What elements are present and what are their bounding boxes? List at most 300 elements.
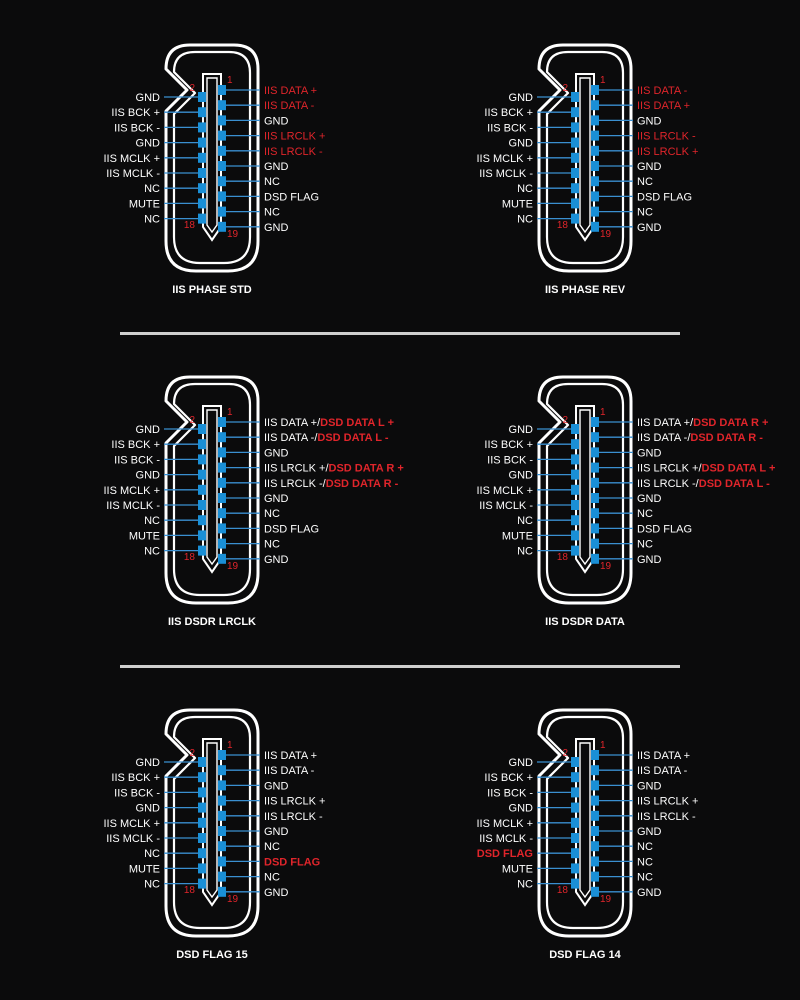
pin-label-right [637,780,662,792]
pin-carrier-inner [580,78,590,232]
pin-label-left: IIS MCLK - [106,500,160,512]
pin-contact [218,176,226,186]
signal-label: GND [637,115,662,128]
pin-label-right [637,826,662,838]
signal-label: GND [264,826,289,838]
pin-contact [218,100,226,110]
pin-label-left: NC [517,183,533,196]
pin-label-left: IIS BCK - [487,122,533,135]
pin-contact [591,811,599,821]
pin-contact [218,539,226,549]
pin-label-left: GND [135,424,160,436]
pin-label-right [637,493,662,505]
pin-contact [218,493,226,503]
pin-label-left: IIS MCLK + [103,152,160,165]
signal-label: GND [264,115,289,128]
pin-label-right [264,826,289,838]
pin-label-left: MUTE [128,198,160,211]
pin-contact [198,863,206,873]
pin-contact [218,463,226,473]
pinout-block-2 [476,45,698,296]
pin-label-left: IIS MCLK - [479,168,533,180]
pin-contact [571,183,579,193]
signal-label: DSD FLAG [637,523,693,536]
signal-label: GND [264,886,289,899]
pin-label-left: NC [144,183,160,196]
pin-label-right [637,100,690,112]
pin-contact [198,107,206,117]
pin-contact [571,485,579,495]
pin-contact [218,750,226,760]
pin-contact [591,222,599,232]
pin-label-right [264,131,325,143]
pin-number-top-right: 1 [600,75,606,86]
pin-label-left: IIS BCK - [487,787,533,800]
signal-label: NC [637,206,653,219]
pin-number-bottom-left: 18 [183,220,195,231]
diagram-title: IIS PHASE STD [172,284,252,296]
pin-contact [591,417,599,427]
highlighted-signal-label: IIS LRCLK - [264,145,323,158]
pin-label-left: NC [517,878,533,891]
pin-contact [198,848,206,858]
highlighted-signal-label: IIS DATA + [637,100,691,113]
pin-contact [591,432,599,442]
signal-label: IIS DATA + [637,750,691,762]
pin-label-right [637,207,653,219]
signal-label: NC [637,871,653,884]
pin-contact [218,841,226,851]
signal-label: IIS LRCLK + [637,795,699,808]
pin-number-bottom-left: 18 [183,885,195,896]
pin-label-left: NC [144,213,160,226]
pin-contact [591,463,599,473]
signal-label: NC [264,206,280,219]
pinout-block-3 [103,377,403,628]
pin-number-bottom-right: 19 [600,561,612,572]
pin-contact [591,780,599,790]
pin-number-bottom-left: 18 [556,885,568,896]
signal-label: GND [637,161,662,173]
pin-carrier-inner [207,410,217,564]
pin-label-right [264,508,280,520]
highlighted-signal-label: IIS LRCLK - [637,130,696,143]
pin-label-left: MUTE [501,863,533,876]
pin-contact [198,833,206,843]
signal-label: NC [264,841,280,854]
signal-label: IIS LRCLK +/ [264,462,329,475]
pin-label-right [264,750,317,762]
pin-contact [571,757,579,767]
section-divider-1 [120,332,680,335]
pin-contact [591,85,599,95]
pinout-block-6 [476,710,698,961]
pin-contact [218,478,226,488]
pinout-block-1 [103,45,325,296]
pin-label-left: NC [517,545,533,558]
pin-label-left: GND [135,757,160,769]
pin-number-bottom-right: 19 [600,894,612,905]
pin-contact [591,765,599,775]
pin-label-right [264,539,280,551]
pin-contact [591,447,599,457]
pin-contact [591,750,599,760]
pin-contact [591,207,599,217]
pin-contact [571,214,579,224]
signal-label: NC [637,841,653,854]
pin-contact [591,872,599,882]
pin-contact [218,765,226,775]
highlighted-signal-label: IIS LRCLK + [637,145,699,158]
signal-label: NC [264,871,280,884]
pin-label-left: IIS BCK - [114,454,160,467]
pin-label-right [264,765,315,777]
signal-label: GND [637,826,662,838]
pin-label-left: IIS MCLK + [103,484,160,497]
signal-label: IIS LRCLK - [637,810,696,823]
pin-contact [218,887,226,897]
signal-label: GND [637,886,662,899]
pin-label-right [264,811,323,823]
pin-label-right [264,463,404,475]
pin-label-right [264,493,289,505]
pin-label-right [637,872,653,884]
pin-contact [591,161,599,171]
pin-label-right [637,523,692,535]
pin-contact [591,508,599,518]
pin-contact [198,439,206,449]
pin-label-right [637,887,662,899]
pinout-block-5 [103,710,325,961]
pin-contact [198,454,206,464]
pin-contact [198,757,206,767]
pin-label-right [264,856,320,868]
pin-label-right [264,176,280,188]
pin-label-left: IIS BCK - [114,122,160,135]
pin-contact [198,198,206,208]
signal-label: GND [637,447,662,460]
pin-label-right [264,447,289,459]
pin-contact [218,554,226,564]
pin-contact [198,787,206,797]
pin-label-right [264,780,289,792]
highlighted-signal-label: DSD DATA R - [325,477,399,490]
pin-label-left: IIS MCLK - [479,833,533,845]
pin-contact [198,168,206,178]
pin-label-right [637,856,653,868]
pin-label-left: MUTE [501,198,533,211]
pin-contact [198,153,206,163]
pin-label-left: IIS BCK - [114,787,160,800]
pin-label-right [637,131,696,143]
pin-contact [591,826,599,836]
pin-label-left: IIS BCK + [484,107,533,120]
pin-label-right [637,447,662,459]
pin-label-left: IIS MCLK + [476,152,533,165]
highlighted-signal-label: DSD DATA R - [690,432,763,445]
pin-label-left: GND [508,757,533,769]
signal-label: DSD FLAG [264,523,320,536]
pin-contact [198,470,206,480]
pin-label-right [264,100,315,112]
highlighted-signal-label: DSD DATA L + [701,462,776,475]
pin-label-right [264,146,323,158]
pin-label-right [264,872,280,884]
pin-label-right [264,796,325,808]
diagram-title: IIS DSDR DATA [545,616,625,628]
pin-label-left: IIS BCK - [487,454,533,467]
signal-label: IIS DATA + [264,750,318,762]
pin-label-left: NC [144,515,160,528]
signal-label: IIS DATA - [264,765,315,778]
pin-label-left: MUTE [128,530,160,543]
pin-contact [591,176,599,186]
pin-label-right [637,841,653,853]
pin-label-right [264,85,317,97]
highlighted-signal-label: IIS LRCLK + [264,130,326,143]
pin-contact [571,500,579,510]
pin-number-top-right: 1 [227,75,233,86]
pin-contact [218,826,226,836]
pin-label-right [637,539,653,551]
highlighted-signal-label: IIS DATA - [637,85,688,97]
highlighted-signal-label: DSD DATA R + [693,417,769,429]
pin-label-left: NC [144,848,160,861]
pin-label-right [637,554,662,566]
pin-contact [591,856,599,866]
signal-label: IIS LRCLK + [264,795,326,808]
pin-label-right [637,432,763,444]
pin-contact [591,191,599,201]
diagram-title: DSD FLAG 15 [176,949,248,961]
pin-label-right [637,115,662,127]
highlighted-signal-label: DSD DATA L + [320,417,394,429]
pin-contact [198,485,206,495]
pin-contact [198,515,206,525]
highlighted-signal-label: DSD DATA L - [317,432,389,445]
pin-label-left: IIS BCK + [111,107,160,120]
pin-label-left: IIS BCK + [484,772,533,785]
pin-contact [571,530,579,540]
pin-contact [218,222,226,232]
pin-label-left: DSD FLAG [476,848,533,861]
diagram-title: IIS DSDR LRCLK [168,616,256,628]
pin-contact [198,818,206,828]
pin-label-left: GND [135,137,160,150]
signal-label: NC [637,856,653,869]
pin-contact [571,424,579,434]
pin-contact [218,191,226,201]
pin-label-left: GND [135,802,160,815]
highlighted-signal-label: IIS DATA + [264,85,318,97]
pinout-block-4 [476,377,775,628]
pin-label-right [264,207,280,219]
pin-number-top-right: 1 [600,740,606,751]
pin-label-right [637,811,696,823]
signal-label: GND [637,553,662,566]
pin-label-left: MUTE [501,530,533,543]
pin-label-left: NC [144,545,160,558]
pin-label-right [637,146,698,158]
pin-label-left: NC [517,515,533,528]
pin-label-left: GND [508,469,533,482]
pin-contact [218,508,226,518]
pin-contact [198,138,206,148]
pin-contact [571,138,579,148]
pin-label-right [637,796,698,808]
signal-label: IIS DATA -/ [264,432,318,445]
pin-label-right [637,765,688,777]
pin-contact [218,447,226,457]
pin-label-right [637,222,662,234]
pin-contact [198,546,206,556]
pin-contact [218,780,226,790]
pin-contact [571,818,579,828]
pin-label-left: IIS BCK + [111,439,160,452]
highlighted-signal-label: DSD DATA R + [328,462,404,475]
pin-contact [218,85,226,95]
signal-label: GND [264,161,289,173]
pin-label-right [264,161,289,173]
pin-contact [571,772,579,782]
pin-contact [198,500,206,510]
pin-contact [571,439,579,449]
signal-label: NC [264,508,280,521]
pin-contact [591,841,599,851]
pin-contact [198,803,206,813]
pin-number-bottom-left: 18 [556,220,568,231]
pin-label-left: IIS BCK + [484,439,533,452]
pin-contact [571,546,579,556]
pin-contact [571,879,579,889]
diagram-title: IIS PHASE REV [544,284,626,296]
pin-contact [218,161,226,171]
pin-number-top-left: 2 [562,83,568,94]
signal-label: DSD FLAG [264,191,320,204]
signal-label: IIS LRCLK -/ [637,477,699,490]
pin-contact [571,515,579,525]
pin-label-right [637,176,653,188]
pin-label-left: IIS MCLK + [103,817,160,830]
pin-label-right [264,523,319,535]
pin-number-bottom-right: 19 [227,561,239,572]
pin-label-left: IIS BCK + [111,772,160,785]
signal-label: NC [637,538,653,551]
signal-label: GND [264,493,289,505]
signal-label: GND [264,553,289,566]
pin-label-right [264,432,389,444]
pin-label-right [264,887,289,899]
signal-label: NC [264,176,280,189]
signal-label: IIS DATA +/ [637,417,694,429]
pin-number-top-right: 1 [227,407,233,418]
pin-contact [591,796,599,806]
highlighted-signal-label: IIS DATA - [264,100,315,113]
signal-label: IIS LRCLK -/ [264,477,326,490]
pin-contact [571,153,579,163]
signal-label: NC [264,538,280,551]
pin-label-right [264,222,289,234]
signal-label: IIS DATA - [637,765,688,778]
pin-label-left: GND [508,137,533,150]
signal-label: DSD FLAG [637,191,693,204]
pin-contact [198,424,206,434]
pin-contact [198,772,206,782]
signal-label: GND [637,221,662,234]
pin-label-right [637,508,653,520]
signal-label: IIS LRCLK - [264,810,323,823]
signal-label: GND [637,493,662,505]
pin-contact [571,198,579,208]
pin-contact [198,122,206,132]
pin-contact [218,146,226,156]
pin-number-bottom-right: 19 [227,894,239,905]
pin-contact [591,493,599,503]
pin-contact [591,523,599,533]
pin-contact [571,803,579,813]
pin-number-top-left: 2 [189,415,195,426]
pin-contact [591,887,599,897]
section-divider-2 [120,665,680,668]
pin-contact [591,100,599,110]
pin-contact [218,523,226,533]
pin-contact [591,554,599,564]
pin-label-left: IIS MCLK + [476,484,533,497]
pin-carrier-inner [207,78,217,232]
pin-contact [218,811,226,821]
pin-label-right [637,478,770,490]
highlighted-signal-label: DSD FLAG [264,856,321,869]
diagram-title: DSD FLAG 14 [549,949,621,961]
pin-label-right [637,463,775,475]
pin-contact [591,146,599,156]
pin-number-bottom-left: 18 [556,552,568,563]
pin-label-right [637,191,692,203]
pin-label-left: GND [508,92,533,104]
signal-label: GND [264,221,289,234]
pin-label-right [264,417,394,429]
signal-label: NC [637,508,653,521]
pin-contact [218,207,226,217]
pin-carrier-inner [580,743,590,897]
pin-contact [218,856,226,866]
pin-contact [571,92,579,102]
pin-number-top-right: 1 [600,407,606,418]
pin-contact [591,478,599,488]
pin-number-top-left: 2 [562,748,568,759]
pin-contact [571,454,579,464]
pin-contact [571,833,579,843]
pin-contact [591,115,599,125]
pin-contact [571,787,579,797]
pin-contact [218,115,226,125]
pin-contact [591,131,599,141]
pin-number-top-left: 2 [562,415,568,426]
pin-label-right [637,161,662,173]
pin-label-right [264,841,280,853]
pin-label-right [637,85,688,97]
pin-label-left: IIS MCLK - [479,500,533,512]
pin-number-bottom-left: 18 [183,552,195,563]
pin-contact [198,183,206,193]
signal-label: IIS DATA +/ [264,417,321,429]
pin-label-left: GND [135,92,160,104]
pin-label-right [264,554,289,566]
signal-label: IIS DATA -/ [637,432,691,445]
pin-label-right [264,191,319,203]
pin-number-top-left: 2 [189,83,195,94]
pin-label-right [264,115,289,127]
